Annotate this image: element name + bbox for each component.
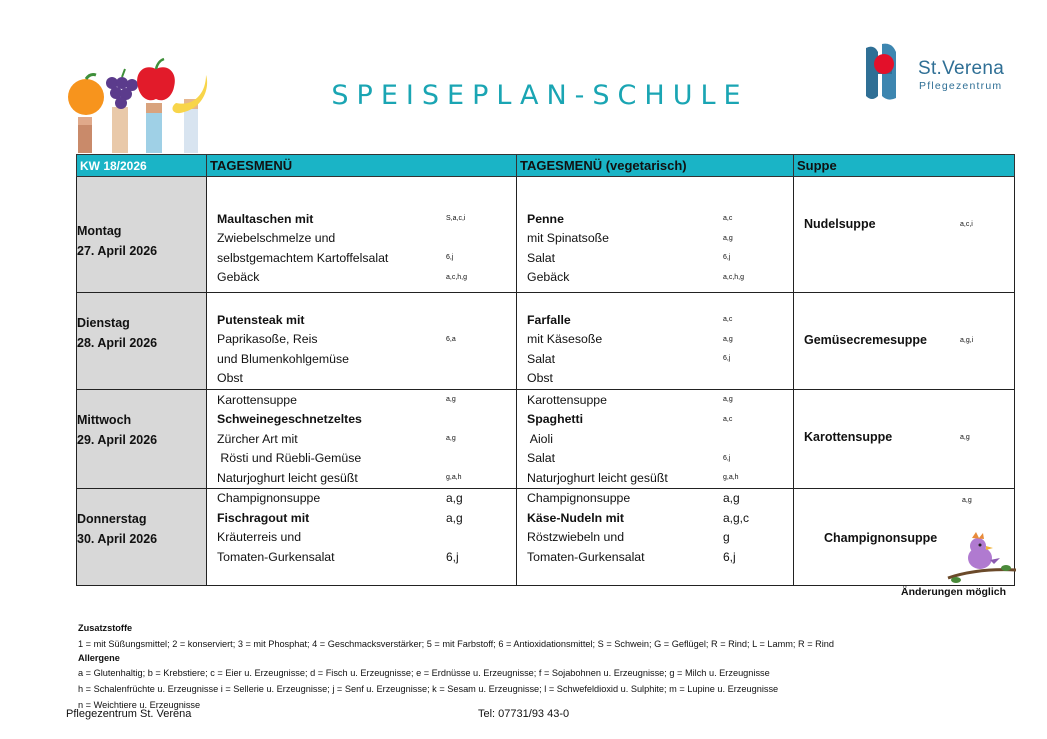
menu-line: Gebäck	[217, 270, 260, 285]
veg-cell	[517, 488, 794, 585]
allergen-tag: a,c,i	[960, 220, 973, 228]
allergen-tag: a,g	[723, 234, 733, 242]
allergen-tag: 6,j	[723, 355, 731, 363]
day-cell	[77, 177, 207, 293]
allergen-tag: a,g	[960, 433, 970, 441]
logo-name: St.Verena	[918, 58, 1005, 79]
allergen-tag: 6,j	[723, 254, 731, 262]
allergen-tag: 6,j	[723, 549, 736, 564]
veg-line: Gebäck	[527, 270, 570, 285]
allergen-tag: 6,j	[446, 254, 454, 262]
allergen-tag: a,c	[723, 215, 733, 223]
allergen-tag: 6,j	[723, 454, 731, 462]
menu-line: Tomaten-Gurkensalat	[217, 549, 335, 564]
menu-line: Karottensuppe	[217, 392, 297, 407]
veg-line: Karottensuppe	[527, 392, 607, 407]
veg-line: Salat	[527, 351, 556, 366]
menu-cell	[207, 488, 517, 585]
menu-table	[76, 154, 1015, 586]
allergens-title: Allergene	[78, 653, 120, 663]
soup-name: Karottensuppe	[804, 430, 893, 444]
allergen-tag: 6,a	[446, 335, 456, 343]
menu-line: Naturjoghurt leicht gesüßt	[217, 470, 358, 485]
day-cell	[77, 390, 207, 489]
veg-line: Champignonsuppe	[527, 491, 631, 506]
allergen-tag: a,g	[723, 396, 733, 404]
allergen-tag: a,c	[723, 316, 733, 324]
menu-line: Obst	[217, 371, 243, 386]
allergen-tag: a,g	[446, 510, 463, 525]
bird-on-branch-illustration	[946, 524, 1016, 584]
veg-line: Röstzwiebeln und	[527, 530, 625, 545]
table-row	[77, 177, 1015, 293]
allergen-tag: a,c	[723, 415, 733, 423]
day-name: Dienstag	[77, 316, 130, 330]
veg-line: Aioli	[527, 431, 553, 446]
allergen-tag: g,a,h	[723, 474, 739, 482]
veg-line: mit Spinatsoße	[527, 231, 610, 246]
menu-line: Rösti und Rüebli-Gemüse	[217, 451, 362, 466]
footer-organization: Pflegezentrum St. Verena	[66, 708, 192, 720]
veg-line: Käse-Nudeln mit	[527, 510, 625, 525]
veg-line: mit Käsesoße	[527, 332, 603, 347]
allergen-tag: g	[723, 530, 730, 545]
allergen-tag: a,g,c	[723, 510, 750, 525]
allergens-text: a = Glutenhaltig; b = Krebstiere; c = Eier u. Erzeugnisse; d = Fisch u. Erzeugnisse; e = Erdnüsse u. Erzeugnisse; f = Sojabohnen u. Erzeugnisse; g = Milch u. Erzeugnisse	[78, 668, 770, 678]
day-name: Donnerstag	[77, 511, 147, 526]
fruit-hands-illustration	[64, 55, 220, 153]
menu-line: Zürcher Art mit	[217, 431, 298, 446]
menu-header: TAGESMENÜ	[207, 155, 517, 177]
table-row	[77, 488, 1015, 585]
day-date: 27. April 2026	[77, 244, 158, 258]
menu-line: Kräuterreis und	[217, 530, 302, 545]
day-date: 30. April 2026	[77, 531, 158, 546]
veg-line: Naturjoghurt leicht gesüßt	[527, 470, 668, 485]
day-name: Mittwoch	[77, 413, 132, 427]
allergen-tag: S,a,c,i	[446, 215, 466, 223]
soup-cell	[794, 293, 1015, 390]
day-date: 28. April 2026	[77, 336, 158, 350]
soup-header: Suppe	[794, 155, 1015, 177]
allergen-tag: a,g	[446, 435, 456, 443]
allergen-tag: a,c,h,g	[723, 273, 745, 281]
soup-name: Gemüsecremesuppe	[804, 333, 927, 347]
allergen-tag: a,g	[446, 491, 463, 506]
table-row	[77, 390, 1015, 489]
veg-line: Tomaten-Gurkensalat	[527, 549, 645, 564]
soup-cell	[794, 177, 1015, 293]
veg-line: Salat	[527, 451, 556, 466]
changes-note: Änderungen möglich	[901, 586, 1006, 598]
day-cell	[77, 293, 207, 390]
veg-line: Obst	[527, 371, 553, 386]
additives-text: 1 = mit Süßungsmittel; 2 = konserviert; 3 = mit Phosphat; 4 = Geschmacksverstärker; 5 = mit Farbstoff; 6 = Antioxidationsmittel; S = Schwein; G = Geflügel; R = Rind; L = Lamm; R = Rind	[78, 639, 835, 649]
table-header-row	[77, 155, 1015, 177]
allergen-tag: a,g,i	[960, 336, 974, 344]
soup-cell	[794, 488, 1015, 585]
allergen-tag: g,a,h	[446, 474, 462, 482]
soup-name: Nudelsuppe	[804, 217, 876, 231]
veg-line: Salat	[527, 250, 556, 265]
menu-line: Maultaschen mit	[217, 211, 314, 226]
day-date: 29. April 2026	[77, 433, 158, 447]
allergen-tag: a,g	[962, 496, 972, 504]
allergen-tag: a,g	[723, 335, 733, 343]
day-name: Montag	[77, 224, 122, 238]
soup-name: Champignonsuppe	[824, 530, 938, 545]
table-row	[77, 293, 1015, 390]
allergen-tag: a,g	[446, 396, 456, 404]
veg-line: Farfalle	[527, 312, 571, 327]
footer-phone: Tel: 07731/93 43-0	[478, 708, 570, 720]
week-header: KW 18/2026	[77, 155, 207, 177]
menu-line: und Blumenkohlgemüse	[217, 351, 349, 366]
menu-line: Zwiebelschmelze und	[217, 231, 336, 246]
menu-line: Fischragout mit	[217, 510, 310, 525]
veg-cell	[517, 293, 794, 390]
menu-cell	[207, 293, 517, 390]
allergen-tag: a,c,h,g	[446, 273, 468, 281]
logo-subtitle: Pflegezentrum	[919, 80, 1003, 92]
veg-cell	[517, 390, 794, 489]
veg-line: Spaghetti	[527, 412, 584, 427]
additives-title: Zusatzstoffe	[78, 623, 133, 633]
menu-cell	[207, 390, 517, 489]
menu-line: Champignonsuppe	[217, 491, 321, 506]
menu-cell	[207, 177, 517, 293]
veg-cell	[517, 177, 794, 293]
soup-cell	[794, 390, 1015, 489]
legend	[78, 620, 834, 713]
allergens-text: n = Weichtiere u. Erzeugnisse	[78, 700, 201, 710]
allergen-tag: a,g	[723, 491, 740, 506]
veg-header: TAGESMENÜ (vegetarisch)	[517, 155, 794, 177]
menu-line: selbstgemachtem Kartoffelsalat	[217, 250, 389, 265]
page-title: SPEISEPLAN-SCHULE	[331, 80, 749, 111]
allergen-tag: 6,j	[446, 549, 459, 564]
veg-line: Penne	[527, 211, 564, 226]
allergens-text: h = Schalenfrüchte u. Erzeugnisse i = Sellerie u. Erzeugnisse; j = Senf u. Erzeugnisse; k = Sesam u. Erzeugnisse; l = Schwefeldioxid u. Sulphite; m = Lupine u. Erzeugnisse	[78, 684, 779, 694]
menu-line: Paprikasoße, Reis	[217, 332, 318, 347]
menu-line: Putensteak mit	[217, 312, 305, 327]
day-cell	[77, 488, 207, 585]
menu-line: Schweinegeschnetzeltes	[217, 412, 362, 427]
